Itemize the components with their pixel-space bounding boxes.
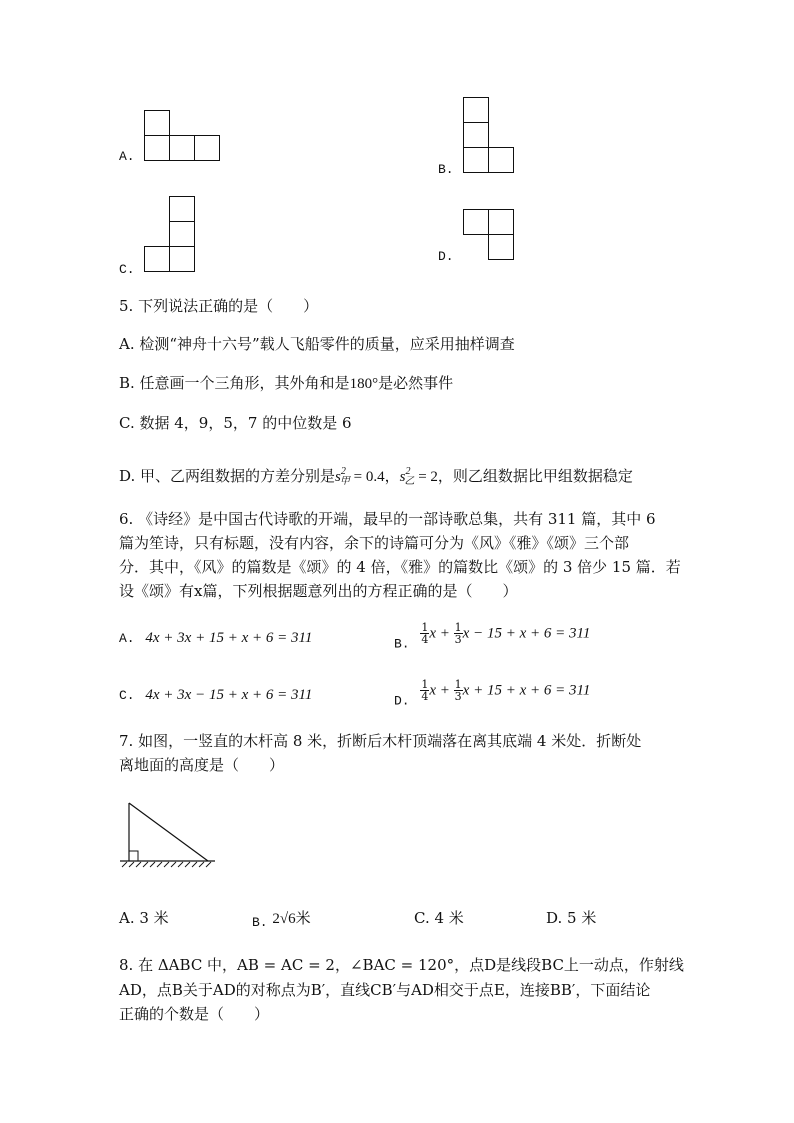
q6-option-b: B. $\frac{1}{4}$ x + $\frac{1}{3}$ x − 15 + x + 6 = 311 — [394, 621, 591, 652]
q4-option-d-figure — [463, 209, 516, 262]
q5-option-b — [119, 373, 453, 394]
q4-option-b-label: B. — [438, 162, 454, 177]
q6-option-d: D. $\frac{1}{4}$ x + $\frac{1}{3}$ x + 15 + x + 6 = 311 — [394, 678, 591, 709]
q6-option-b-frac-third: $\frac{1}{3}$ — [454, 621, 462, 646]
q6-option-b-label: B. — [394, 636, 410, 652]
q7-option-a: A. 3 米 — [119, 909, 169, 927]
q8-line-3: 正确的个数是（ ） — [119, 1005, 270, 1023]
q7-option-b-label: B. — [252, 915, 268, 930]
q6-option-c — [119, 684, 312, 706]
q5-option-b-value: 180° — [349, 376, 379, 392]
q4-option-d-label: D. — [438, 249, 454, 264]
q7-line-2: 离地面的高度是（ ） — [119, 756, 285, 774]
q4-option-c-label: C. — [119, 262, 135, 277]
q6-line-3: 分．其中，《风》的篇数是《颂》的 4 倍，《雅》的篇数比《颂》的 3 倍少 15 篇．若 — [119, 558, 681, 576]
q7-broken-pole-diagram — [118, 800, 218, 870]
q5-variance-jia-val: = 0.4 — [353, 469, 385, 485]
q6-option-a-equation: 4x + 3x + 15 + x + 6 = 311 — [145, 630, 313, 646]
q6-line-4: 设《颂》有x篇，下列根据题意列出的方程正确的是（ ） — [119, 582, 518, 600]
q6-line-1: 6. 《诗经》是中国古代诗歌的开端，最早的一部诗歌总集，共有 311 篇，其中 6 — [119, 510, 656, 528]
q5-variance-jia-sub: 甲 — [339, 476, 350, 487]
q5-option-a: A. 检测“神舟十六号”载人飞船零件的质量，应采用抽样调查 — [119, 335, 515, 353]
q8-line-1: 8. 在 ΔABC 中，AB = AC = 2，∠BAC = 120°，点D是线段BC上一动点，作射线 — [119, 956, 684, 974]
q6-option-a — [119, 627, 312, 649]
q7-right-angle-mark — [129, 851, 138, 861]
q7-option-d: D. 5 米 — [546, 909, 597, 927]
q5-option-d-sep: ， — [384, 467, 400, 485]
q7-broken-part — [129, 803, 208, 861]
q5-option-d-pre: D. 甲、乙两组数据的方差分别是 — [119, 467, 336, 485]
q6-option-d-label: D. — [394, 693, 410, 709]
q8-line-2: AD，点B关于AD的对称点为B′，直线CB′与AD相交于点E，连接BB′，下面结论 — [119, 981, 651, 999]
q5-variance-yi-val: = 2 — [418, 469, 438, 485]
q4-option-b-figure — [463, 97, 516, 175]
q5-variance-jia: $s^2_甲 = 0.4$ — [335, 466, 385, 487]
q5-option-c: C. 数据 4，9，5，7 的中位数是 6 — [119, 414, 352, 432]
q6-line-2: 篇为笙诗，只有标题，没有内容，余下的诗篇可分为《风》《雅》《颂》三个部 — [119, 534, 630, 552]
q7-option-b — [252, 908, 311, 933]
q6-option-a-label: A. — [119, 631, 135, 646]
q5-variance-yi: $s^2_乙 = 2$ — [399, 466, 438, 487]
q5-stem: 5. 下列说法正确的是（ ） — [119, 297, 319, 315]
q6-option-c-label: C. — [119, 688, 135, 703]
q5-variance-yi-sub: 乙 — [404, 476, 415, 487]
q7-option-b-value: 2√6 — [272, 911, 296, 927]
q6-option-d-frac-quarter: $\frac{1}{4}$ — [421, 678, 429, 703]
q6-option-d-frac-third: $\frac{1}{3}$ — [454, 678, 462, 703]
q4-option-a-figure — [144, 110, 222, 162]
q7-ground-hatching — [122, 862, 211, 867]
q6-option-b-equation: x − 15 + x + 6 = 311 — [462, 625, 591, 642]
q7-option-b-unit: 米 — [295, 909, 311, 927]
q7-option-c: C. 4 米 — [414, 909, 464, 927]
q4-option-a-label: A. — [119, 149, 135, 164]
q5-option-b-pre: B. 任意画一个三角形，其外角和是 — [119, 374, 350, 392]
q6-option-b-frac-quarter: $\frac{1}{4}$ — [421, 621, 429, 646]
q6-option-d-equation: x + 15 + x + 6 = 311 — [462, 682, 591, 699]
q7-line-1: 7. 如图，一竖直的木杆高 8 米，折断后木杆顶端落在离其底端 4 米处．折断处 — [119, 732, 642, 750]
q5-option-d-post: ，则乙组数据比甲组数据稳定 — [437, 467, 633, 485]
q6-option-c-equation: 4x + 3x − 15 + x + 6 = 311 — [145, 687, 313, 703]
q5-option-b-post: 是必然事件 — [378, 374, 454, 392]
q4-option-c-figure — [144, 196, 197, 274]
q5-option-d — [119, 462, 633, 492]
